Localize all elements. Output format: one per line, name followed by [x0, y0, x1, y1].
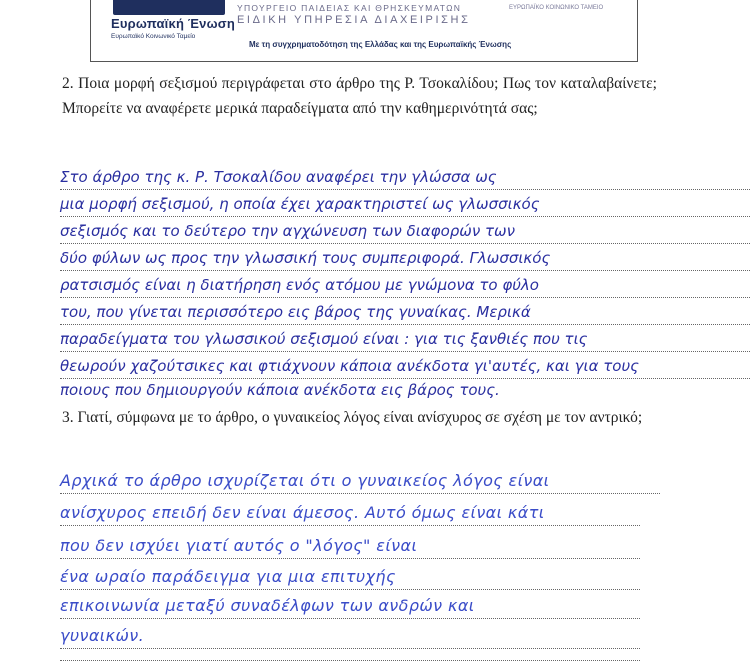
- answer-line: ποιους που δημιουργούν κάποια ανέκδοτα εις βάρος τους.: [60, 381, 500, 399]
- question-2-text: 2. Ποια μορφή σεξισμού περιγράφεται στο άρθρο της Ρ. Τσοκαλίδου; Πως τον καταλαβαίνετε; Μπορείτε να αναφέρετε μερικά παραδείγματα από την καθημερινότητά σας;: [62, 75, 657, 117]
- eu-flag-icon: [113, 0, 225, 15]
- answer-line: γυναικών.: [60, 625, 640, 649]
- answer-line: Στο άρθρο της κ. Ρ. Τσοκαλίδου αναφέρει την γλώσσα ως: [60, 166, 750, 190]
- answer-line: σεξισμός και το δεύτερο την αγχώνευση των διαφορών των: [60, 220, 750, 244]
- ministry-name: ΥΠΟΥΡΓΕΙΟ ΠΑΙΔΕΙΑΣ ΚΑΙ ΘΡΗΣΚΕΥΜΑΤΩΝ: [237, 3, 462, 13]
- answer-line: ρατσισμός είναι η διατήρηση ενός ατόμου με γνώμονα το φύλο: [60, 274, 750, 298]
- answer-line: δύο φύλων ως προς την γλωσσική τους συμπεριφορά. Γλωσσικός: [60, 247, 750, 271]
- cofunding-line: Με τη συγχρηματοδότηση της Ελλάδας και της Ευρωπαϊκής Ένωσης: [249, 40, 512, 49]
- esf-label: ΕΥΡΩΠΑΪΚΟ ΚΟΙΝΩΝΙΚΟ ΤΑΜΕΙΟ: [509, 5, 604, 11]
- answer-line: μια μορφή σεξισμού, η οποία έχει χαρακτηριστεί ως γλωσσικός: [60, 193, 750, 217]
- answer-line: παραδείγματα του γλωσσικού σεξισμού είναι : για τις ξανθιές που τις: [60, 328, 750, 352]
- eu-subtitle: Ευρωπαϊκό Κοινωνικό Ταμείο: [111, 33, 196, 40]
- answer-line: του, που γίνεται περισσότερο εις βάρος της γυναίκας. Μερικά: [60, 301, 750, 325]
- answer-line: ανίσχυρος επειδή δεν είναι άμεσος. Αυτό όμως είναι κάτι: [60, 502, 640, 526]
- answer-line: θεωρούν χαζούτσικες και φτιάχνουν κάποια ανέκδοτα γι'αυτές, και για τους: [60, 355, 750, 379]
- header-banner: [90, 0, 638, 62]
- service-name: ΕΙΔΙΚΗ ΥΠΗΡΕΣΙΑ ΔΙΑΧΕΙΡΙΣΗΣ: [237, 14, 471, 26]
- answer-line: ένα ωραίο παράδειγμα για μια επιτυχής: [60, 566, 640, 590]
- answer-line: Αρχικά το άρθρο ισχυρίζεται ότι ο γυναικείος λόγος είναι: [60, 470, 660, 494]
- answer-line: επικοινωνία μεταξύ συναδέλφων των ανδρών και: [60, 595, 640, 619]
- empty-answer-line: [60, 660, 640, 661]
- eu-name: Ευρωπαϊκή Ένωση: [111, 16, 236, 31]
- answer-line: που δεν ισχύει γιατί αυτός ο "λόγος" είναι: [60, 535, 640, 559]
- question-3-text: 3. Γιατί, σύμφωνα με το άρθρο, ο γυναικείος λόγος είναι ανίσχυρος σε σχέση με τον αντρικό;: [62, 409, 643, 426]
